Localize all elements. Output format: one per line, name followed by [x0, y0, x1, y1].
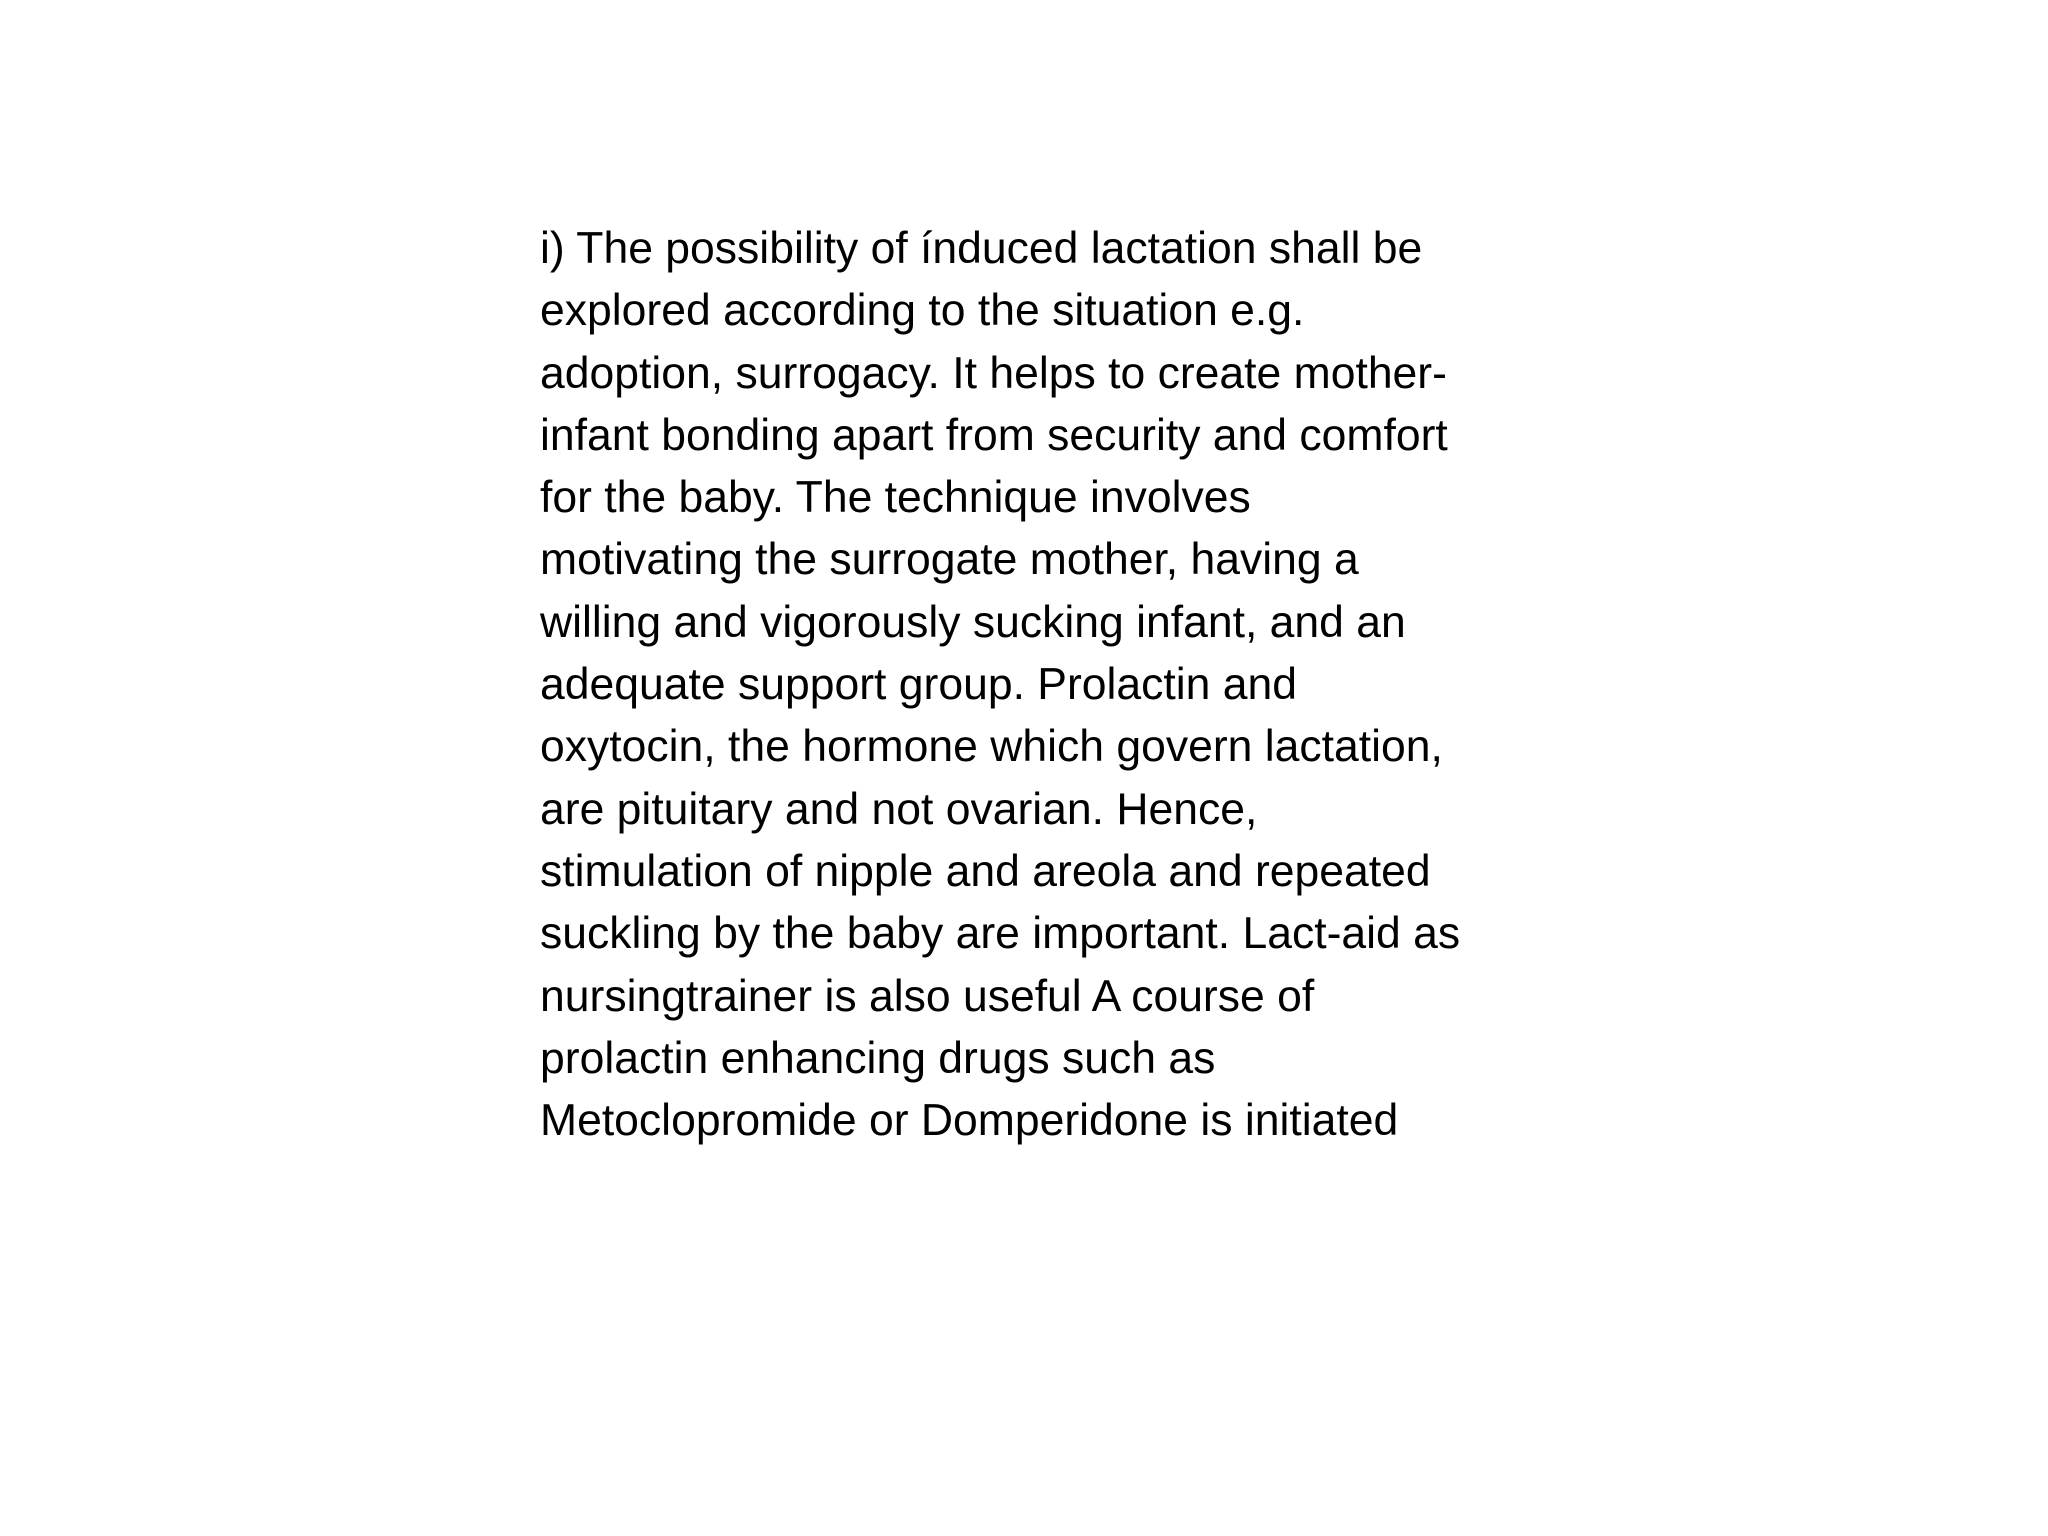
text-line: suckling by the baby are important. Lact-aid as [540, 909, 1461, 959]
text-line: prolactin enhancing drugs such as [540, 1033, 1216, 1083]
slide-body-text [540, 218, 1570, 1152]
text-line: i) The possibility of índuced lactation shall be [540, 224, 1423, 273]
text-line: Metoclopromide or Domperidone is initiated [540, 1096, 1399, 1146]
text-line: are pituitary and not ovarian. Hence, [540, 784, 1258, 834]
text-line: adoption, surrogacy. It helps to create mother- [540, 348, 1447, 398]
text-line: adequate support group. Prolactin and [540, 660, 1298, 710]
text-line: explored according to the situation e.g. [540, 286, 1305, 336]
text-line: nursingtrainer is also useful A course of [540, 971, 1315, 1021]
text-line: infant bonding apart from security and comfort [540, 410, 1448, 460]
text-line: oxytocin, the hormone which govern lactation, [540, 722, 1443, 772]
text-line: motivating the surrogate mother, having a [540, 535, 1359, 585]
text-line: willing and vigorously sucking infant, and an [540, 597, 1406, 647]
text-line: stimulation of nipple and areola and repeated [540, 846, 1431, 896]
text-line: for the baby. The technique involves [540, 473, 1251, 523]
